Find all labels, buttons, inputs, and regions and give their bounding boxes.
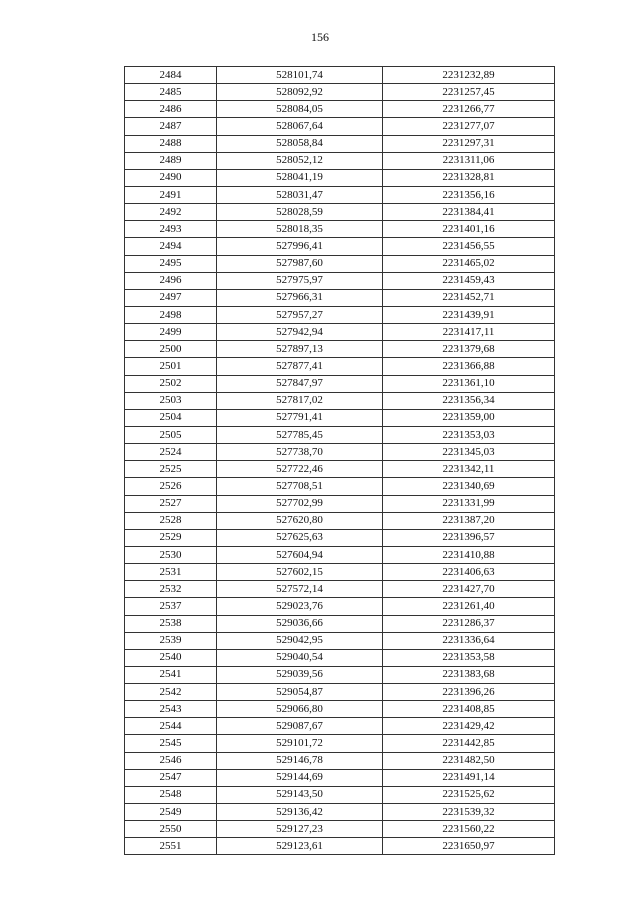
point-number-cell: 2489 (125, 152, 217, 169)
x-coordinate-cell: 527877,41 (217, 358, 383, 375)
y-coordinate-cell: 2231459,43 (383, 272, 555, 289)
point-number-cell: 2501 (125, 358, 217, 375)
x-coordinate-cell: 529144,69 (217, 769, 383, 786)
y-coordinate-cell: 2231406,63 (383, 564, 555, 581)
point-number-cell: 2485 (125, 84, 217, 101)
y-coordinate-cell: 2231379,68 (383, 341, 555, 358)
y-coordinate-cell: 2231345,03 (383, 444, 555, 461)
x-coordinate-cell: 527572,14 (217, 581, 383, 598)
point-number-cell: 2532 (125, 581, 217, 598)
table-row (125, 478, 555, 495)
x-coordinate-cell: 529066,80 (217, 701, 383, 718)
x-coordinate-cell: 527625,63 (217, 529, 383, 546)
table-row (125, 341, 555, 358)
point-number-cell: 2545 (125, 735, 217, 752)
point-number-cell: 2505 (125, 426, 217, 443)
y-coordinate-cell: 2231491,14 (383, 769, 555, 786)
x-coordinate-cell: 528101,74 (217, 67, 383, 84)
y-coordinate-cell: 2231356,34 (383, 392, 555, 409)
point-number-cell: 2528 (125, 512, 217, 529)
x-coordinate-cell: 528041,19 (217, 169, 383, 186)
table-row (125, 67, 555, 84)
point-number-cell: 2484 (125, 67, 217, 84)
y-coordinate-cell: 2231396,57 (383, 529, 555, 546)
point-number-cell: 2539 (125, 632, 217, 649)
x-coordinate-cell: 529123,61 (217, 838, 383, 855)
table-row (125, 718, 555, 735)
point-number-cell: 2492 (125, 204, 217, 221)
y-coordinate-cell: 2231410,88 (383, 546, 555, 563)
point-number-cell: 2537 (125, 598, 217, 615)
point-number-cell: 2486 (125, 101, 217, 118)
point-number-cell: 2499 (125, 324, 217, 341)
table-row (125, 358, 555, 375)
point-number-cell: 2543 (125, 701, 217, 718)
point-number-cell: 2530 (125, 546, 217, 563)
y-coordinate-cell: 2231442,85 (383, 735, 555, 752)
y-coordinate-cell: 2231261,40 (383, 598, 555, 615)
table-row (125, 461, 555, 478)
point-number-cell: 2496 (125, 272, 217, 289)
point-number-cell: 2524 (125, 444, 217, 461)
x-coordinate-cell: 527847,97 (217, 375, 383, 392)
point-number-cell: 2526 (125, 478, 217, 495)
y-coordinate-cell: 2231311,06 (383, 152, 555, 169)
point-number-cell: 2493 (125, 221, 217, 238)
y-coordinate-cell: 2231456,55 (383, 238, 555, 255)
y-coordinate-cell: 2231361,10 (383, 375, 555, 392)
table-row (125, 186, 555, 203)
table-row (125, 564, 555, 581)
table-row (125, 101, 555, 118)
point-number-cell: 2494 (125, 238, 217, 255)
x-coordinate-cell: 527702,99 (217, 495, 383, 512)
x-coordinate-cell: 529054,87 (217, 684, 383, 701)
table-row (125, 512, 555, 529)
point-number-cell: 2491 (125, 186, 217, 203)
x-coordinate-cell: 527987,60 (217, 255, 383, 272)
y-coordinate-cell: 2231359,00 (383, 409, 555, 426)
x-coordinate-cell: 527791,41 (217, 409, 383, 426)
point-number-cell: 2547 (125, 769, 217, 786)
point-number-cell: 2538 (125, 615, 217, 632)
x-coordinate-cell: 527620,80 (217, 512, 383, 529)
y-coordinate-cell: 2231353,03 (383, 426, 555, 443)
table-row (125, 409, 555, 426)
x-coordinate-cell: 528084,05 (217, 101, 383, 118)
point-number-cell: 2527 (125, 495, 217, 512)
x-coordinate-cell: 529146,78 (217, 752, 383, 769)
x-coordinate-cell: 529136,42 (217, 804, 383, 821)
table-row (125, 752, 555, 769)
point-number-cell: 2529 (125, 529, 217, 546)
y-coordinate-cell: 2231336,64 (383, 632, 555, 649)
x-coordinate-cell: 529127,23 (217, 821, 383, 838)
x-coordinate-cell: 527604,94 (217, 546, 383, 563)
y-coordinate-cell: 2231384,41 (383, 204, 555, 221)
table-row (125, 306, 555, 323)
table-row (125, 392, 555, 409)
x-coordinate-cell: 527708,51 (217, 478, 383, 495)
point-number-cell: 2546 (125, 752, 217, 769)
y-coordinate-cell: 2231482,50 (383, 752, 555, 769)
x-coordinate-cell: 528052,12 (217, 152, 383, 169)
y-coordinate-cell: 2231266,77 (383, 101, 555, 118)
table-row (125, 769, 555, 786)
table-row (125, 495, 555, 512)
y-coordinate-cell: 2231439,91 (383, 306, 555, 323)
table-row (125, 786, 555, 803)
table-row (125, 324, 555, 341)
y-coordinate-cell: 2231650,97 (383, 838, 555, 855)
point-number-cell: 2498 (125, 306, 217, 323)
table-row (125, 255, 555, 272)
point-number-cell: 2540 (125, 649, 217, 666)
x-coordinate-cell: 527602,15 (217, 564, 383, 581)
y-coordinate-cell: 2231429,42 (383, 718, 555, 735)
point-number-cell: 2551 (125, 838, 217, 855)
y-coordinate-cell: 2231340,69 (383, 478, 555, 495)
y-coordinate-cell: 2231257,45 (383, 84, 555, 101)
y-coordinate-cell: 2231277,07 (383, 118, 555, 135)
page-number: 156 (311, 30, 329, 44)
point-number-cell: 2497 (125, 289, 217, 306)
x-coordinate-cell: 528092,92 (217, 84, 383, 101)
x-coordinate-cell: 529042,95 (217, 632, 383, 649)
table-row (125, 444, 555, 461)
point-number-cell: 2488 (125, 135, 217, 152)
y-coordinate-cell: 2231387,20 (383, 512, 555, 529)
point-number-cell: 2531 (125, 564, 217, 581)
x-coordinate-cell: 529087,67 (217, 718, 383, 735)
table-row (125, 649, 555, 666)
y-coordinate-cell: 2231396,26 (383, 684, 555, 701)
y-coordinate-cell: 2231401,16 (383, 221, 555, 238)
y-coordinate-cell: 2231560,22 (383, 821, 555, 838)
point-number-cell: 2490 (125, 169, 217, 186)
table-row (125, 838, 555, 855)
y-coordinate-cell: 2231353,58 (383, 649, 555, 666)
y-coordinate-cell: 2231452,71 (383, 289, 555, 306)
point-number-cell: 2549 (125, 804, 217, 821)
table-row (125, 135, 555, 152)
x-coordinate-cell: 527996,41 (217, 238, 383, 255)
table-row (125, 632, 555, 649)
x-coordinate-cell: 528028,59 (217, 204, 383, 221)
table-row (125, 289, 555, 306)
x-coordinate-cell: 527966,31 (217, 289, 383, 306)
y-coordinate-cell: 2231408,85 (383, 701, 555, 718)
table-row (125, 615, 555, 632)
table-row (125, 735, 555, 752)
x-coordinate-cell: 529143,50 (217, 786, 383, 803)
y-coordinate-cell: 2231331,99 (383, 495, 555, 512)
table-row (125, 238, 555, 255)
table-row (125, 529, 555, 546)
x-coordinate-cell: 529036,66 (217, 615, 383, 632)
x-coordinate-cell: 527785,45 (217, 426, 383, 443)
table-row (125, 375, 555, 392)
y-coordinate-cell: 2231539,32 (383, 804, 555, 821)
y-coordinate-cell: 2231286,37 (383, 615, 555, 632)
table-row (125, 272, 555, 289)
x-coordinate-cell: 529040,54 (217, 649, 383, 666)
y-coordinate-cell: 2231342,11 (383, 461, 555, 478)
point-number-cell: 2541 (125, 666, 217, 683)
y-coordinate-cell: 2231427,70 (383, 581, 555, 598)
y-coordinate-cell: 2231366,88 (383, 358, 555, 375)
table-row (125, 701, 555, 718)
table-row (125, 684, 555, 701)
table-row (125, 546, 555, 563)
y-coordinate-cell: 2231465,02 (383, 255, 555, 272)
point-number-cell: 2504 (125, 409, 217, 426)
table-row (125, 581, 555, 598)
x-coordinate-cell: 527957,27 (217, 306, 383, 323)
table-row (125, 118, 555, 135)
y-coordinate-cell: 2231297,31 (383, 135, 555, 152)
x-coordinate-cell: 527738,70 (217, 444, 383, 461)
point-number-cell: 2503 (125, 392, 217, 409)
point-number-cell: 2502 (125, 375, 217, 392)
table-row (125, 221, 555, 238)
x-coordinate-cell: 527975,97 (217, 272, 383, 289)
table-row (125, 169, 555, 186)
x-coordinate-cell: 529101,72 (217, 735, 383, 752)
y-coordinate-cell: 2231417,11 (383, 324, 555, 341)
point-number-cell: 2550 (125, 821, 217, 838)
x-coordinate-cell: 527942,94 (217, 324, 383, 341)
table-row (125, 666, 555, 683)
x-coordinate-cell: 528058,84 (217, 135, 383, 152)
table-row (125, 598, 555, 615)
point-number-cell: 2500 (125, 341, 217, 358)
table-row (125, 152, 555, 169)
x-coordinate-cell: 529039,56 (217, 666, 383, 683)
point-number-cell: 2495 (125, 255, 217, 272)
table-row (125, 804, 555, 821)
x-coordinate-cell: 529023,76 (217, 598, 383, 615)
x-coordinate-cell: 527817,02 (217, 392, 383, 409)
table-row (125, 821, 555, 838)
y-coordinate-cell: 2231383,68 (383, 666, 555, 683)
y-coordinate-cell: 2231328,81 (383, 169, 555, 186)
table-row (125, 426, 555, 443)
point-number-cell: 2542 (125, 684, 217, 701)
x-coordinate-cell: 527722,46 (217, 461, 383, 478)
point-number-cell: 2548 (125, 786, 217, 803)
table-row (125, 84, 555, 101)
coordinates-table (124, 66, 555, 855)
x-coordinate-cell: 527897,13 (217, 341, 383, 358)
point-number-cell: 2487 (125, 118, 217, 135)
coordinates-table-body (125, 67, 555, 855)
x-coordinate-cell: 528031,47 (217, 186, 383, 203)
point-number-cell: 2544 (125, 718, 217, 735)
y-coordinate-cell: 2231232,89 (383, 67, 555, 84)
point-number-cell: 2525 (125, 461, 217, 478)
x-coordinate-cell: 528067,64 (217, 118, 383, 135)
y-coordinate-cell: 2231356,16 (383, 186, 555, 203)
y-coordinate-cell: 2231525,62 (383, 786, 555, 803)
x-coordinate-cell: 528018,35 (217, 221, 383, 238)
table-row (125, 204, 555, 221)
